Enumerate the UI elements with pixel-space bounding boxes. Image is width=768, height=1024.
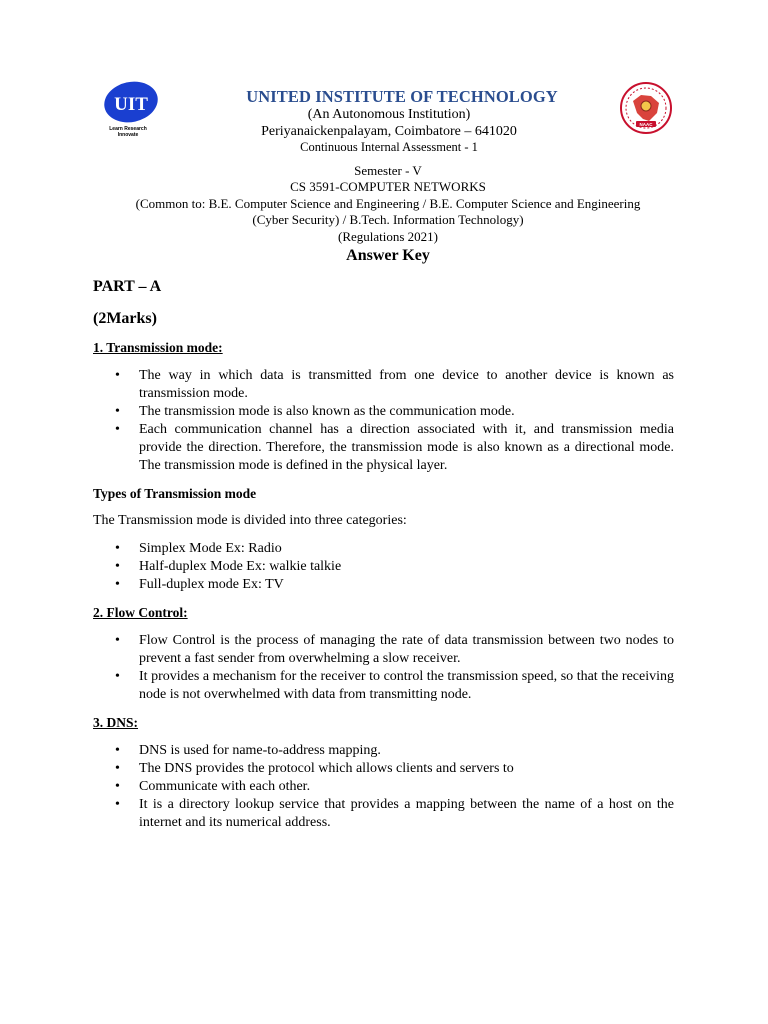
bullet-dot: • (115, 422, 120, 437)
list-item (0, 367, 674, 403)
bullet-dot: • (115, 779, 120, 794)
logo-left-tagline-2: Innovate (117, 132, 139, 138)
list-item (0, 778, 674, 796)
bullet-dot: • (115, 577, 120, 592)
bullet-dot: • (115, 761, 120, 776)
assessment-title: Continuous Internal Assessment - 1 (300, 140, 478, 154)
institute-address: Periyanaickenpalayam, Coimbatore – 641020 (261, 124, 517, 139)
semester: Semester - V (354, 163, 422, 178)
bullet-text: Flow Control is the process of managing the rate of data transmission between two nodes to prevent a fast sender from overwhelming a slow receiver. (139, 633, 674, 666)
list-item (0, 540, 674, 558)
list-item (0, 668, 674, 704)
question-1-bullets (0, 367, 674, 475)
list-item (0, 421, 674, 475)
institute-name: UNITED INSTITUTE OF TECHNOLOGY (246, 87, 558, 106)
course-title: CS 3591-COMPUTER NETWORKS (290, 179, 486, 194)
logo-left-tagline-1: Learn Research (109, 126, 147, 132)
bullet-text: Simplex Mode Ex: Radio (139, 541, 282, 556)
list-item (0, 558, 674, 576)
bullet-text: Half-duplex Mode Ex: walkie talkie (139, 559, 342, 574)
bullet-text: Full-duplex mode Ex: TV (139, 577, 284, 592)
bullet-text: The way in which data is transmitted from one device to another device is known as transmission mode. (139, 368, 674, 401)
bullet-text: The transmission mode is also known as the communication mode. (139, 404, 515, 419)
list-item (0, 796, 674, 832)
part-heading: PART – A (93, 278, 162, 295)
common-to-line-2: (Cyber Security) / B.Tech. Information Technology) (252, 212, 524, 227)
list-item (0, 632, 674, 668)
bullet-dot: • (115, 797, 120, 812)
bullet-dot: • (115, 404, 120, 419)
common-to-line-1: (Common to: B.E. Computer Science and Engineering / B.E. Computer Science and Engineering (135, 196, 641, 211)
institute-subtitle: (An Autonomous Institution) (307, 107, 471, 122)
bullet-dot: • (115, 669, 120, 684)
bullet-dot: • (115, 541, 120, 556)
logo-left-text: UIT (114, 94, 148, 115)
bullet-text: It is a directory lookup service that provides a mapping between the name of a host on the internet and its numerical address. (139, 797, 674, 830)
logo-right-text: NAAC (639, 122, 653, 127)
answer-key-heading: Answer Key (346, 247, 430, 264)
bullet-text: Each communication channel has a direction associated with it, and transmission media provide the direction. Therefore, the transmission mode is also known as a directional mode. The transmission mode is defined in the physical layer. (139, 422, 674, 473)
question-3-title: 3. DNS: (93, 715, 139, 730)
bullet-dot: • (115, 368, 120, 383)
bullet-dot: • (115, 743, 120, 758)
bullet-text: The DNS provides the protocol which allows clients and servers to (139, 761, 514, 776)
bullet-text: Communicate with each other. (139, 779, 311, 794)
list-item (0, 576, 674, 594)
list-item (0, 742, 674, 760)
bullet-text: DNS is used for name-to-address mapping. (139, 743, 381, 758)
bullet-dot: • (115, 559, 120, 574)
marks-heading: (2Marks) (93, 310, 157, 327)
question-3-bullets (0, 742, 674, 832)
bullet-dot: • (115, 633, 120, 648)
list-item (0, 760, 674, 778)
question-1-title: 1. Transmission mode: (93, 340, 223, 355)
list-item (0, 403, 674, 421)
transmission-types-intro: The Transmission mode is divided into three categories: (93, 513, 407, 528)
transmission-types-list (0, 540, 674, 594)
transmission-types-title: Types of Transmission mode (93, 486, 257, 501)
question-2-title: 2. Flow Control: (93, 605, 188, 620)
bullet-text: It provides a mechanism for the receiver to control the transmission speed, so that the receiving node is not overwhelmed with data from transmitting node. (139, 669, 674, 702)
question-2-bullets (0, 632, 674, 704)
regulations: (Regulations 2021) (337, 229, 438, 244)
